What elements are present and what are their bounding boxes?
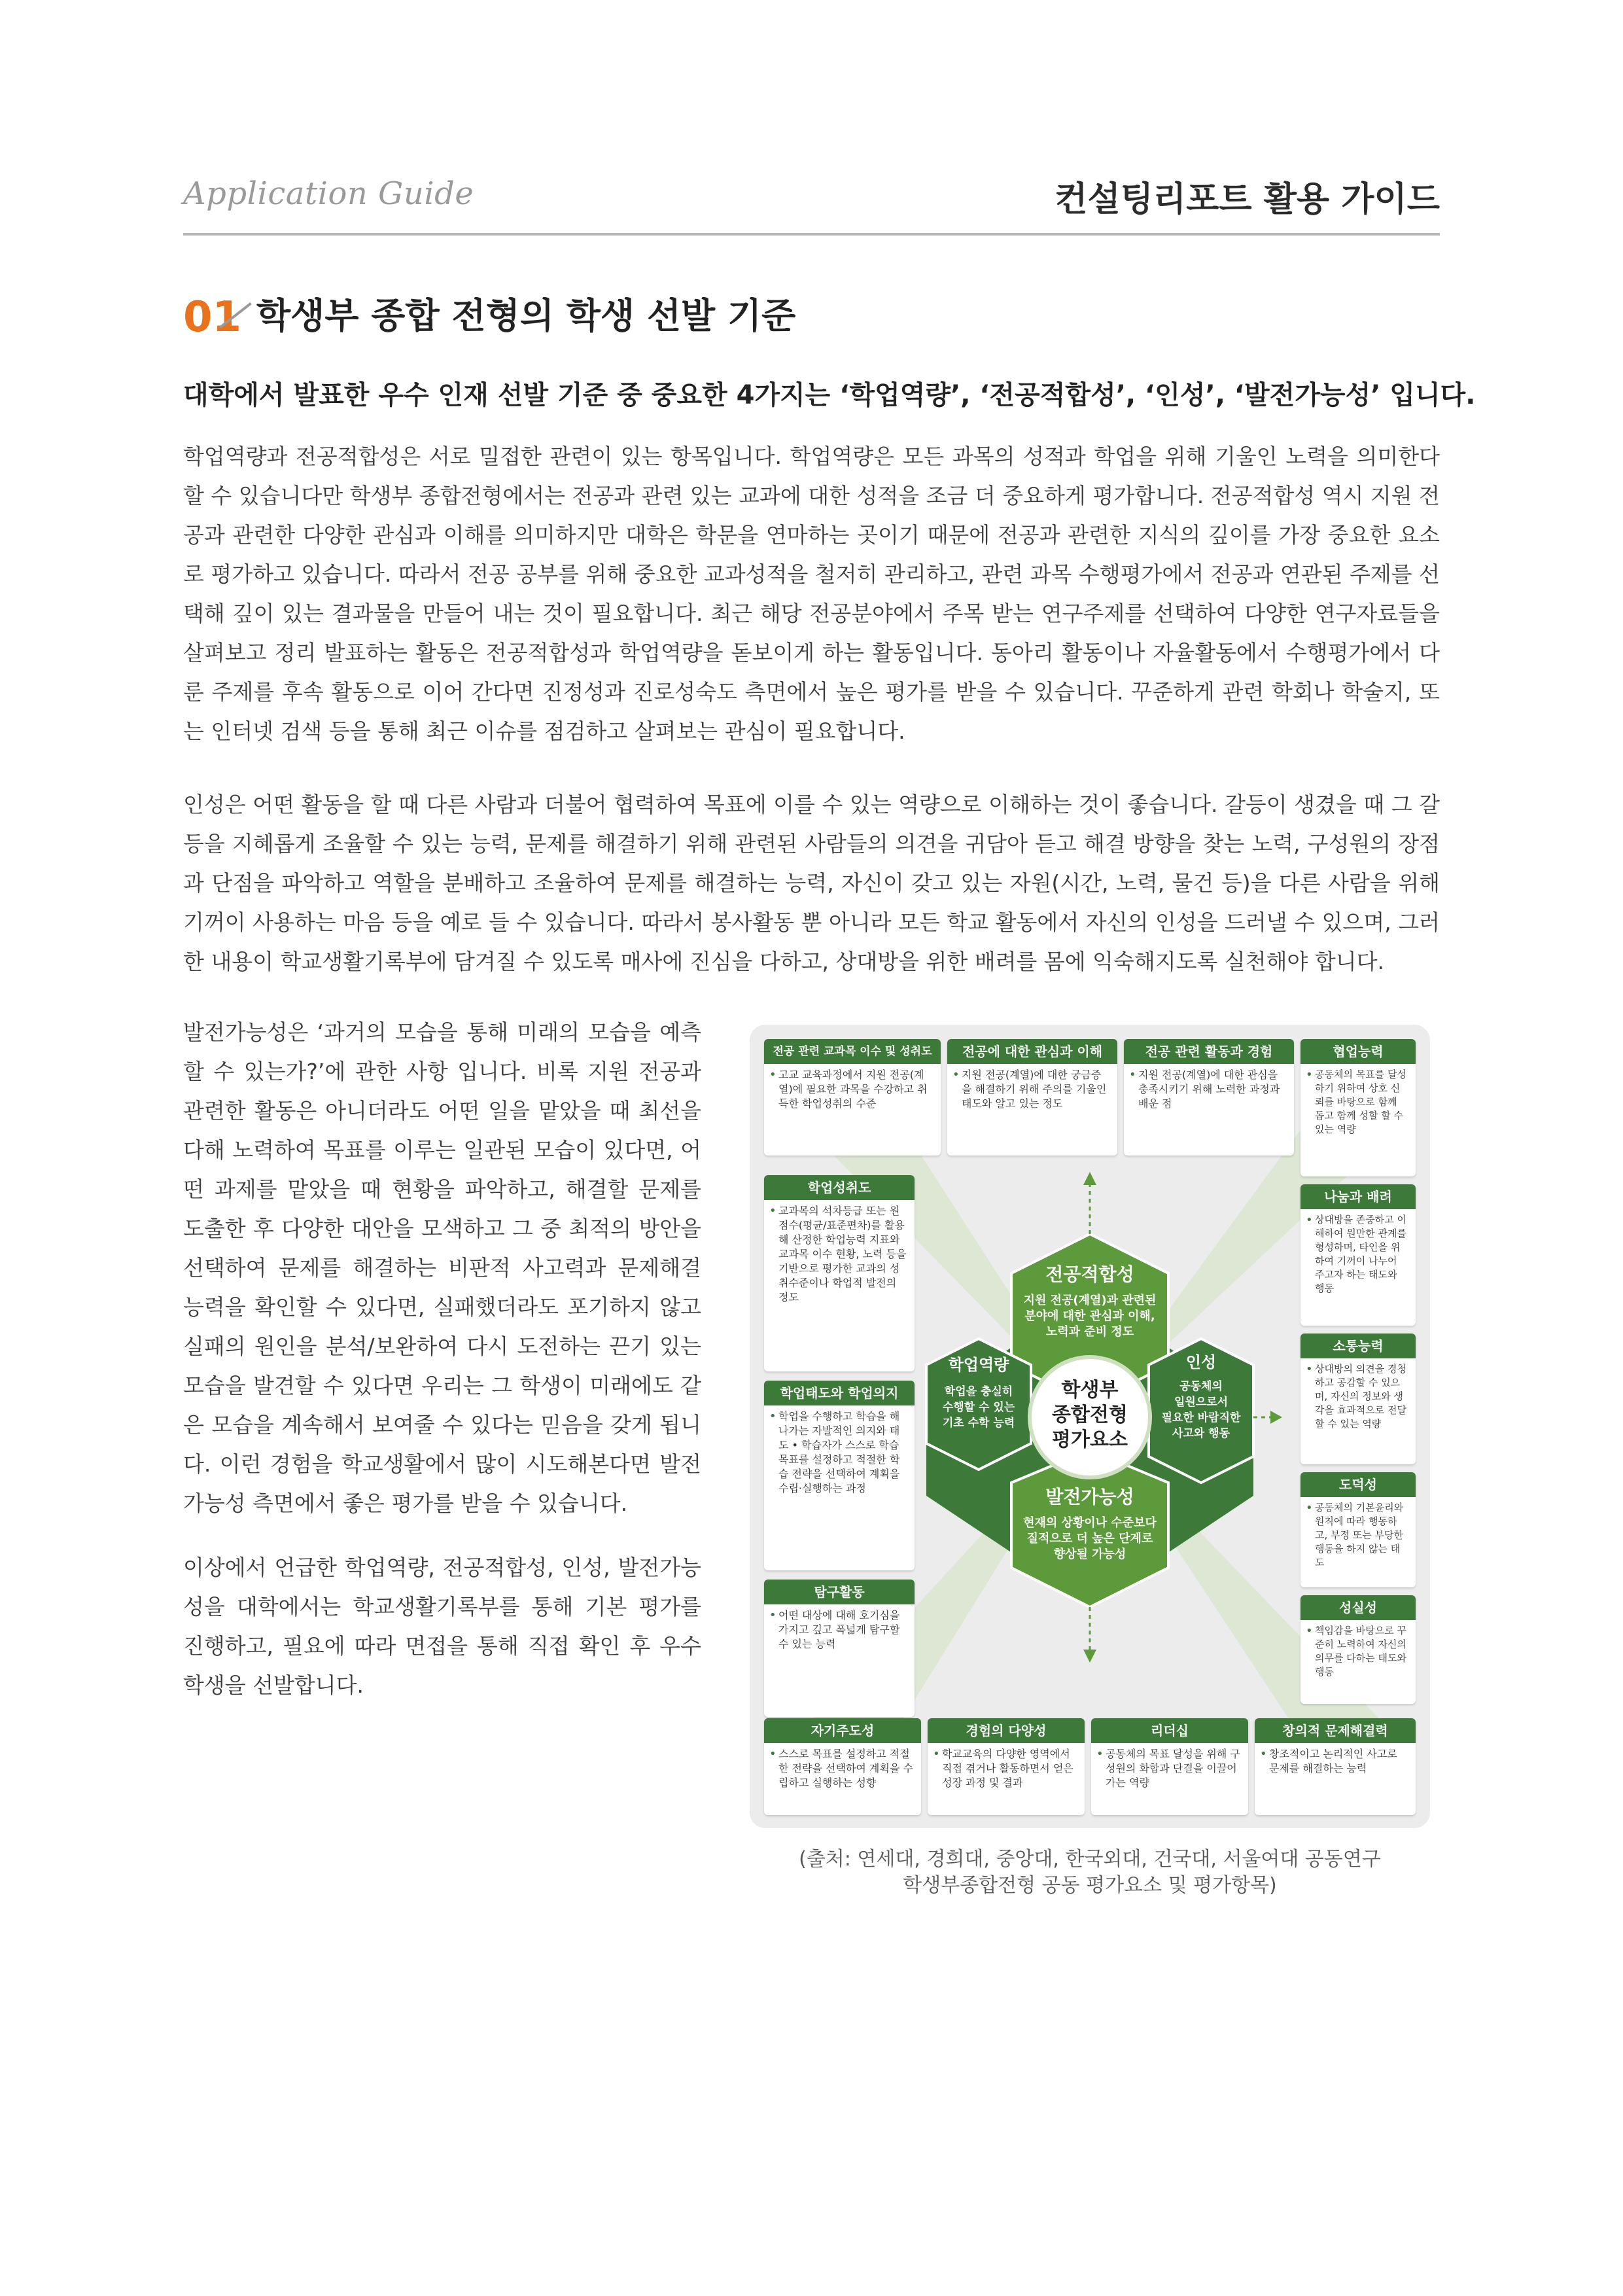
section-title: 학생부 종합 전형의 학생 선발 기준: [256, 295, 796, 336]
arrow-up-head: [1083, 1172, 1096, 1185]
hex-major-fit-label: [1011, 1260, 1168, 1340]
center-label: [1030, 1378, 1150, 1453]
box-body: • 학업을 수행하고 학습을 해 나가는 자발적인 의지와 태도 • 학습자가 스스로 학습 목표를 설정하고 적절한 학습 전략을 선택하여 계획을 수립·실행하는 과정: [764, 1405, 915, 1500]
desc-line: 현재의 상황이나 수준보다: [1023, 1516, 1157, 1530]
desc-line: 공동체의: [1179, 1380, 1223, 1393]
box-diverse-experience: [928, 1718, 1085, 1815]
center-line-1: 학생부: [1061, 1379, 1119, 1402]
figure-caption: [750, 1846, 1430, 1899]
box-body: • 공동체의 기본윤리와 원칙에 따라 행동하고, 부정 또는 부당한 행동을 하지 않는 태도: [1300, 1497, 1416, 1574]
box-leadership: [1091, 1718, 1248, 1815]
header-divider: [183, 233, 1440, 236]
box-header: 성실성: [1300, 1595, 1416, 1620]
box-morality: [1300, 1472, 1416, 1587]
box-attitude: [764, 1381, 915, 1570]
box-header: 도덕성: [1300, 1472, 1416, 1497]
box-header: 탐구활동: [764, 1580, 915, 1604]
hex-potential-label: [1011, 1483, 1168, 1563]
box-communication: [1300, 1333, 1416, 1464]
center-line-2: 종합전형: [1052, 1404, 1128, 1426]
box-header: 전공 관련 활동과 경험: [1124, 1039, 1294, 1064]
center-line-3: 평가요소: [1052, 1428, 1128, 1451]
box-body: • 공동체의 목표를 달성하기 위하여 상호 신뢰를 바탕으로 함께 돕고 함께 성할 할 수 있는 역량: [1300, 1064, 1416, 1140]
box-major-activity: [1124, 1039, 1294, 1156]
hex-potential-title: 발전가능성: [1045, 1486, 1134, 1508]
hex-major-fit-desc: [1011, 1293, 1168, 1340]
box-self-direction: [764, 1718, 921, 1815]
box-achievement: [764, 1175, 915, 1371]
paragraph-potential: 발전가능성은 ‘과거의 모습을 통해 미래의 모습을 예측할 수 있는가?’에 관한 사항 입니다. 비록 지원 전공과 관련한 활동은 아니더라도 어떤 일을 맡았을 때 최선을 다해 노력하여 목표를 이루는 일관된 모습이 있다면, 어떤 과제를 맡았을 때 현황을 파악하고, 해결할 문제를 도출한 후 다양한 대안을 모색하고 그 중 최적의 방안을 선택하여 문제를 해결하는 비판적 사고력과 문제해결 능력을 확인할 수 있다면, 실패했더라도 포기하지 않고 실패의 원인을 분석/보완하여 다시 도전하는 끈기 있는 모습을 발견할 수 있다면 우리는 그 학생이 미래에도 같은 모습을 계속해서 보여줄 수 있다는 믿음을 갖게 됩니다. 이런 경험을 학교생활에서 많이 시도해본다면 발전가능성 측면에서 좋은 평가를 받을 수 있습니다.: [183, 1019, 701, 1516]
box-body: • 고교 교육과정에서 지원 전공(계열)에 필요한 과목을 수강하고 취득한 학업성취의 수준: [764, 1064, 941, 1115]
box-header: 나눔과 배려: [1300, 1184, 1416, 1209]
desc-line: 질적으로 더 높은 단계로: [1026, 1532, 1153, 1545]
desc-line: 노력과 준비 정도: [1045, 1325, 1134, 1339]
box-body: • 어떤 대상에 대해 호기심을 가지고 깊고 폭넓게 탐구할 수 있는 능력: [764, 1604, 915, 1655]
caption-line-1: (출처: 연세대, 경희대, 중앙대, 한국외대, 건국대, 서울여대 공동연구: [799, 1848, 1381, 1871]
hex-academic-desc: [926, 1384, 1031, 1431]
hex-major-fit-title: 전공적합성: [1045, 1263, 1134, 1285]
desc-line: 수행할 수 있는: [942, 1401, 1015, 1414]
box-header: 리더십: [1091, 1718, 1248, 1743]
box-body: • 교과목의 석차등급 또는 원점수(평균/표준편차)를 활용해 산정한 학업능력 지표와 교과목 이수 현황, 노력 등을 기반으로 평가한 교과의 성취수준이나 학업적 발전의 정도: [764, 1200, 915, 1309]
desc-line: 분야에 대한 관심과 이해,: [1024, 1309, 1155, 1323]
box-body: • 지원 전공(계열)에 대한 관심을 충족시키기 위해 노력한 과정과 배운 점: [1124, 1064, 1294, 1115]
box-collaboration: [1300, 1039, 1416, 1176]
hex-academic-title: 학업역량: [948, 1356, 1009, 1374]
desc-line: 향상될 가능성: [1053, 1547, 1126, 1561]
box-sharing: [1300, 1184, 1416, 1326]
desc-line: 지원 전공(계열)과 관련된: [1023, 1294, 1157, 1307]
box-header: 창의적 문제해결력: [1255, 1718, 1416, 1743]
box-body: • 공동체의 목표 달성을 위해 구성원의 화합과 단결을 이끌어가는 역량: [1091, 1743, 1248, 1794]
header-title: 컨설팅리포트 활용 가이드: [1055, 180, 1440, 219]
hex-character-label: [1149, 1349, 1253, 1441]
box-body: • 상대방을 존중하고 이해하여 원만한 관계를 형성하며, 타인을 위하여 기꺼이 나누어 주고자 하는 태도와 행동: [1300, 1209, 1416, 1299]
box-body: • 창조적이고 논리적인 사고로 문제를 해결하는 능력: [1255, 1743, 1416, 1780]
hex-character-desc: [1149, 1379, 1253, 1441]
desc-line: 학업을 충실히: [944, 1385, 1013, 1398]
hex-potential-desc: [1011, 1515, 1168, 1563]
box-header: 학업태도와 학업의지: [764, 1381, 915, 1405]
paragraph-character: 인성은 어떤 활동을 할 때 다른 사람과 더불어 협력하여 목표에 이를 수 있는 역량으로 이해하는 것이 좋습니다. 갈등이 생겼을 때 그 갈등을 지혜롭게 조율할 수 있는 능력, 문제를 해결하기 위해 관련된 사람들의 의견을 귀담아 듣고 해결 방향을 찾는 노력, 구성원의 장점과 단점을 파악하고 역할을 분배하고 조율하여 문제를 해결하는 능력, 자신이 갖고 있는 자원(시간, 노력, 물건 등)을 다른 사람을 위해 기꺼이 사용하는 마음 등을 예로 들 수 있습니다. 따라서 봉사활동 뿐 아니라 모든 학교 활동에서 자신의 인성을 드러낼 수 있으며, 그러한 내용이 학교생활기록부에 담겨질 수 있도록 매사에 진심을 다하고, 상대방을 위한 배려를 몸에 익숙해지도록 실천해야 합니다.: [183, 792, 1440, 974]
box-body: • 상대방의 의견을 경청하고 공감할 수 있으며, 자신의 정보와 생각을 효과적으로 전달할 수 있는 역량: [1300, 1358, 1416, 1435]
box-body: • 지원 전공(계열)에 대한 궁금증을 해결하기 위해 주의를 기울인 태도와 알고 있는 정도: [947, 1064, 1117, 1115]
caption-line-2: 학생부종합전형 공동 평가요소 및 평가항목): [903, 1874, 1277, 1897]
box-creative-problem-solving: [1255, 1718, 1416, 1815]
box-header: 자기주도성: [764, 1718, 921, 1743]
paragraph-summary: 이상에서 언급한 학업역량, 전공적합성, 인성, 발전가능성을 대학에서는 학교생활기록부를 통해 기본 평가를 진행하고, 필요에 따라 면접을 통해 직접 확인 후 우수 학생을 선발합니다.: [183, 1555, 701, 1698]
box-sincerity: [1300, 1595, 1416, 1704]
box-body: • 학교교육의 다양한 영역에서 직접 겪거나 활동하면서 얻은 성장 과정 및 결과: [928, 1743, 1085, 1794]
arrow-right-head: [1270, 1411, 1282, 1424]
box-header: 소통능력: [1300, 1333, 1416, 1358]
desc-line: 일원으로서: [1174, 1396, 1229, 1409]
paragraph-academic: 학업역량과 전공적합성은 서로 밀접한 관련이 있는 항목입니다. 학업역량은 모든 과목의 성적과 학업을 위해 기울인 노력을 의미한다 할 수 있습니다만 학생부 종합전형에서는 전공과 관련 있는 교과에 대한 성적을 조금 더 중요하게 평가합니다. 전공적합성 역시 지원 전공과 관련한 다양한 관심과 이해를 의미하지만 대학은 학문을 연마하는 곳이기 때문에 전공과 관련한 지식의 깊이를 가장 중요한 요소로 평가하고 있습니다. 따라서 전공 공부를 위해 중요한 교과성적을 철저히 관리하고, 관련 과목 수행평가에서 전공과 연관된 주제를 선택해 깊이 있는 결과물을 만들어 내는 것이 필요합니다. 최근 해당 전공분야에서 주목 받는 연구주제를 선택하여 다양한 연구자료들을 살펴보고 정리 발표하는 활동은 전공적합성과 학업역량을 돋보이게 하는 활동입니다. 동아리 활동이나 자율활동에서 수행평가에서 다룬 주제를 후속 활동으로 이어 간다면 진정성과 진로성숙도 측면에서 높은 평가를 받을 수 있습니다. 꾸준하게 관련 학회나 학술지, 또는 인터넷 검색 등을 통해 최근 이슈를 점검하고 살펴보는 관심이 필요합니다.: [183, 444, 1440, 744]
subheading: 대학에서 발표한 우수 인재 선발 기준 중 중요한 4가지는 ‘학업역량’, ‘전공적합성’, ‘인성’, ‘발전가능성’ 입니다.: [183, 380, 1476, 410]
desc-line: 사고와 행동: [1172, 1427, 1230, 1440]
box-header: 전공 관련 교과목 이수 및 성취도: [764, 1039, 941, 1064]
desc-line: 필요한 바람직한: [1161, 1411, 1241, 1424]
box-header: 전공에 대한 관심과 이해: [947, 1039, 1117, 1064]
desc-line: 기초 수학 능력: [942, 1417, 1015, 1430]
box-inquiry: [764, 1580, 915, 1717]
hex-academic-label: [926, 1352, 1031, 1431]
evaluation-diagram: [750, 1025, 1430, 1828]
box-body: • 책임감을 바탕으로 꾸준히 노력하여 자신의 의무를 다하는 태도와 행동: [1300, 1620, 1416, 1683]
box-major-course: [764, 1039, 941, 1156]
box-header: 경험의 다양성: [928, 1718, 1085, 1743]
header-guide-label: Application Guide: [183, 175, 474, 212]
section-number: 01: [183, 293, 242, 342]
box-header: 학업성취도: [764, 1175, 915, 1200]
arrow-down-head: [1083, 1650, 1096, 1663]
box-body: • 스스로 목표를 설정하고 적절한 전략을 선택하여 계획을 수립하고 실행하는 성향: [764, 1743, 921, 1794]
box-major-interest: [947, 1039, 1117, 1156]
hex-character-title: 인성: [1185, 1353, 1217, 1371]
box-header: 협업능력: [1300, 1039, 1416, 1064]
